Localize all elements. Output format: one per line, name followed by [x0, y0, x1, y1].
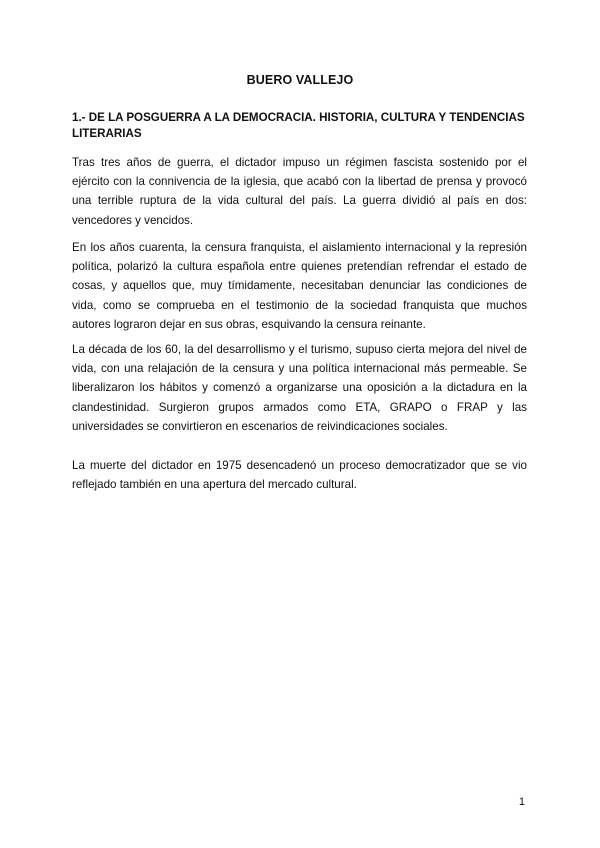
page-number: 1	[518, 796, 525, 808]
section-heading: 1.- DE LA POSGUERRA A LA DEMOCRACIA. HISTORIA, CULTURA Y TENDENCIAS LITERARIAS	[72, 111, 525, 140]
paragraph-sixties: La década de los 60, la del desarrollismo y el turismo, supuso cierta mejora del nivel de vida, con una relajación de la censura y una política internacional más permeable. Se liberalizaron los hábitos y comenzó a organizarse una oposición a la dictadura en la clandestinidad. Surgieron grupos armados como ETA, GRAPO o FRAP y las universidades se convirtieron en escenarios de reivindicaciones sociales.	[72, 343, 527, 433]
document-title: BUERO VALLEJO	[246, 73, 354, 87]
paragraph-postwar: Tras tres años de guerra, el dictador impuso un régimen fascista sostenido por el ejército con la connivencia de la iglesia, que acabó con la libertad de prensa y provocó una terrible ruptura de la vida cultural del país. La guerra dividió al país en dos: vencedores y vencidos.	[72, 156, 527, 227]
paragraph-democracy: La muerte del dictador en 1975 desencadenó un proceso democratizador que se vio reflejado también en una apertura del mercado cultural.	[72, 459, 527, 492]
paragraph-forties: En los años cuarenta, la censura franquista, el aislamiento internacional y la represión política, polarizó la cultura española entre quienes pretendían refrendar el estado de cosas, y aquellos que, muy tímidamente, necesitaban denunciar las condiciones de vida, como se comprueba en el testimonio de la sociedad franquista que muchos autores lograron dejar en sus obras, esquivando la censura reinante.	[72, 241, 527, 331]
